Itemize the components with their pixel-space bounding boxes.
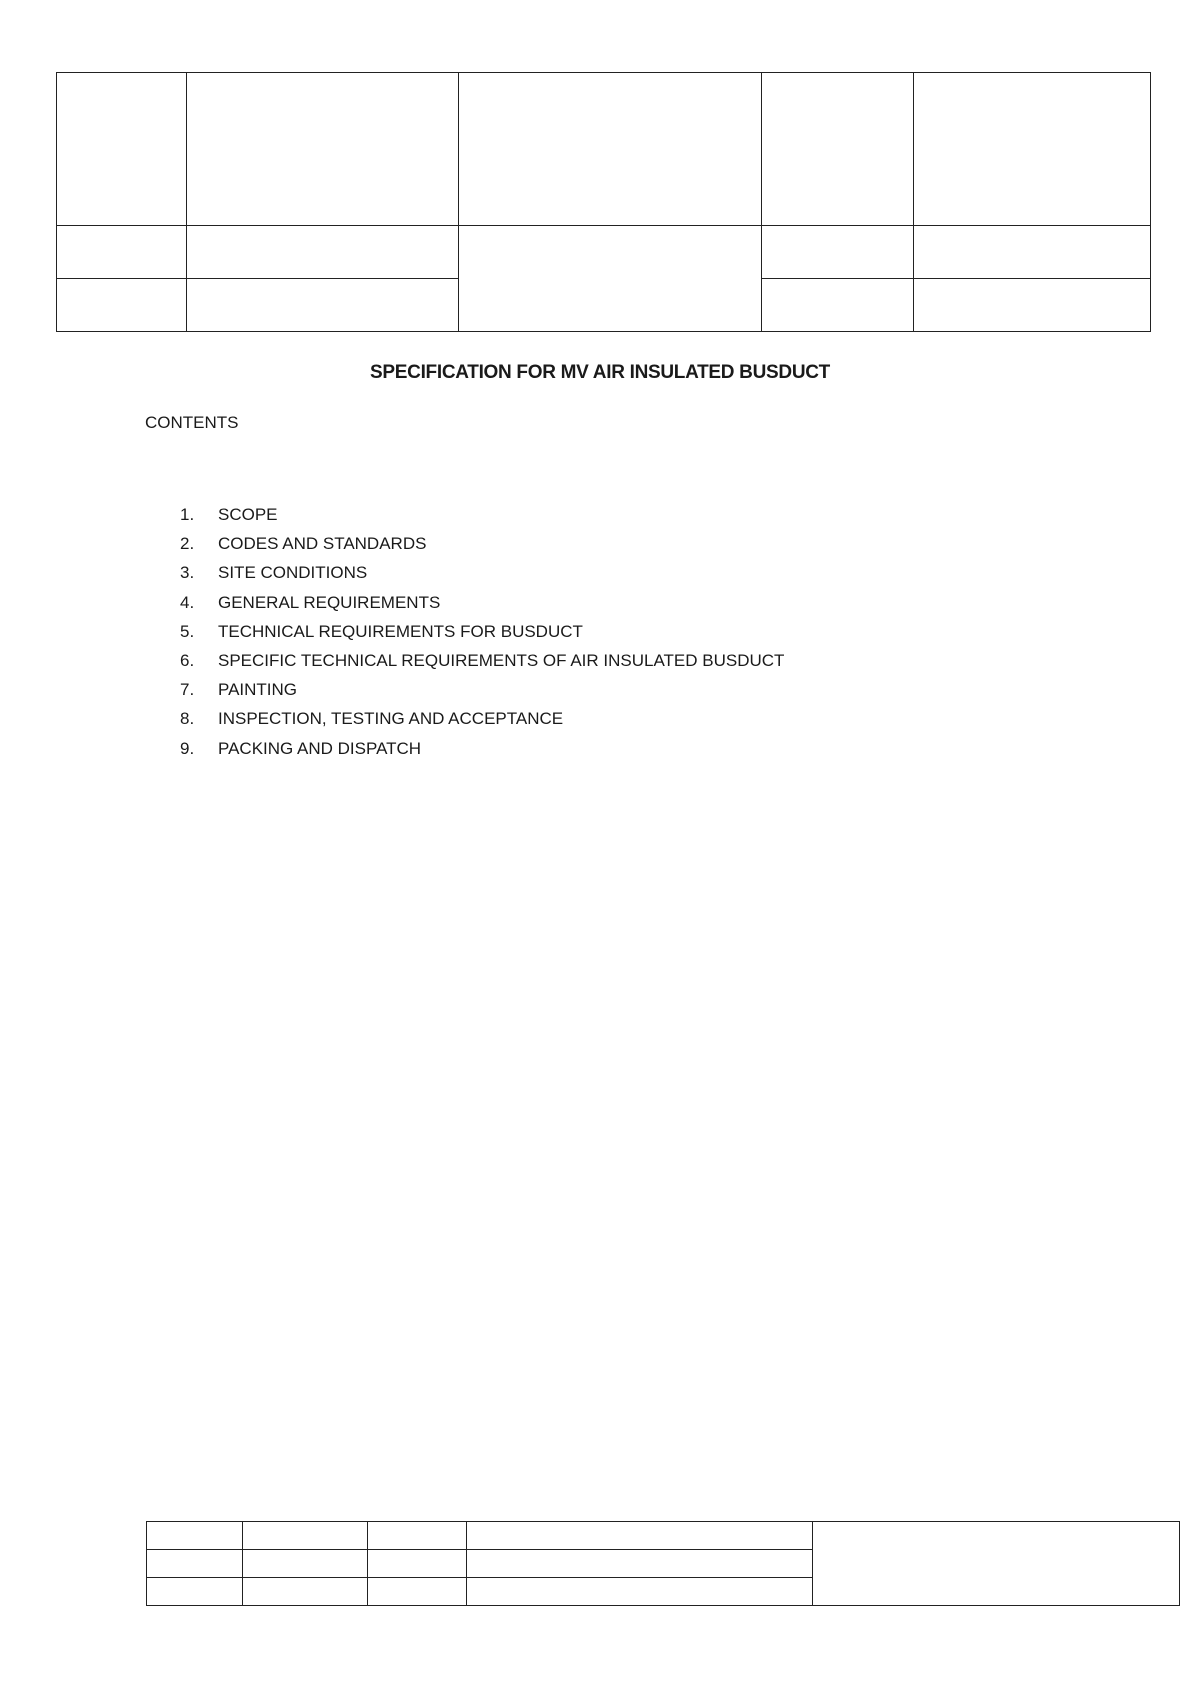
header-cell [914,226,1151,279]
header-cell-client [187,73,459,226]
toc-item [180,588,784,617]
header-cell [762,226,914,279]
toc-item [180,529,784,558]
toc-item-number: 3. [180,563,195,583]
toc-item-label: PACKING AND DISPATCH [218,738,422,758]
revision-cell-merged [813,1522,1180,1606]
header-cell [187,279,459,332]
document-title: SPECIFICATION FOR MV AIR INSULATED BUSDUCT [370,362,830,383]
header-cell-consultant [762,73,914,226]
header-cell [57,226,187,279]
revision-cell [467,1578,813,1606]
toc-item [180,558,784,587]
toc-item [180,500,784,529]
revision-cell [368,1578,467,1606]
toc-item-number: 1. [180,505,195,524]
toc-item-number: 7. [180,680,195,700]
header-cell [57,279,187,332]
header-cell [762,279,914,332]
toc-item [180,734,784,763]
toc-item-label: CODES AND STANDARDS [218,534,427,554]
header-cell-merged [459,226,762,332]
toc-item-label: INSPECTION, TESTING AND ACCEPTANCE [218,709,564,729]
header-cell [914,279,1151,332]
toc-item [180,675,784,704]
revision-cell [147,1522,243,1550]
header-cell-contractor [914,73,1151,226]
contents-heading: CONTENTS [145,413,239,432]
toc-item-label: SCOPE [218,505,278,524]
toc-item-label: SITE CONDITIONS [218,563,368,583]
header-cell-logo [57,73,187,226]
toc-item-number: 9. [180,738,195,758]
header-cell-project [459,73,762,226]
revision-cell [467,1522,813,1550]
table-of-contents [180,500,784,763]
toc-item [180,617,784,646]
header-block-table [56,72,1151,332]
revision-table [146,1521,1180,1606]
toc-item [180,704,784,733]
toc-item-number: 6. [180,650,195,670]
toc-item-label: GENERAL REQUIREMENTS [218,592,441,612]
toc-item-number: 8. [180,709,195,729]
toc-item-label: SPECIFIC TECHNICAL REQUIREMENTS OF AIR INSULATED BUSDUCT [218,650,785,670]
toc-item [180,646,784,675]
toc-item-number: 4. [180,592,195,612]
revision-cell [147,1550,243,1578]
header-cell [187,226,459,279]
revision-cell [243,1578,368,1606]
revision-cell [368,1550,467,1578]
revision-cell [467,1550,813,1578]
toc-item-number: 5. [180,621,195,641]
revision-cell [243,1522,368,1550]
revision-cell [368,1522,467,1550]
toc-item-label: TECHNICAL REQUIREMENTS FOR BUSDUCT [218,621,583,641]
revision-cell [243,1550,368,1578]
toc-item-label: PAINTING [218,680,298,700]
toc-item-number: 2. [180,534,195,554]
revision-cell [147,1578,243,1606]
